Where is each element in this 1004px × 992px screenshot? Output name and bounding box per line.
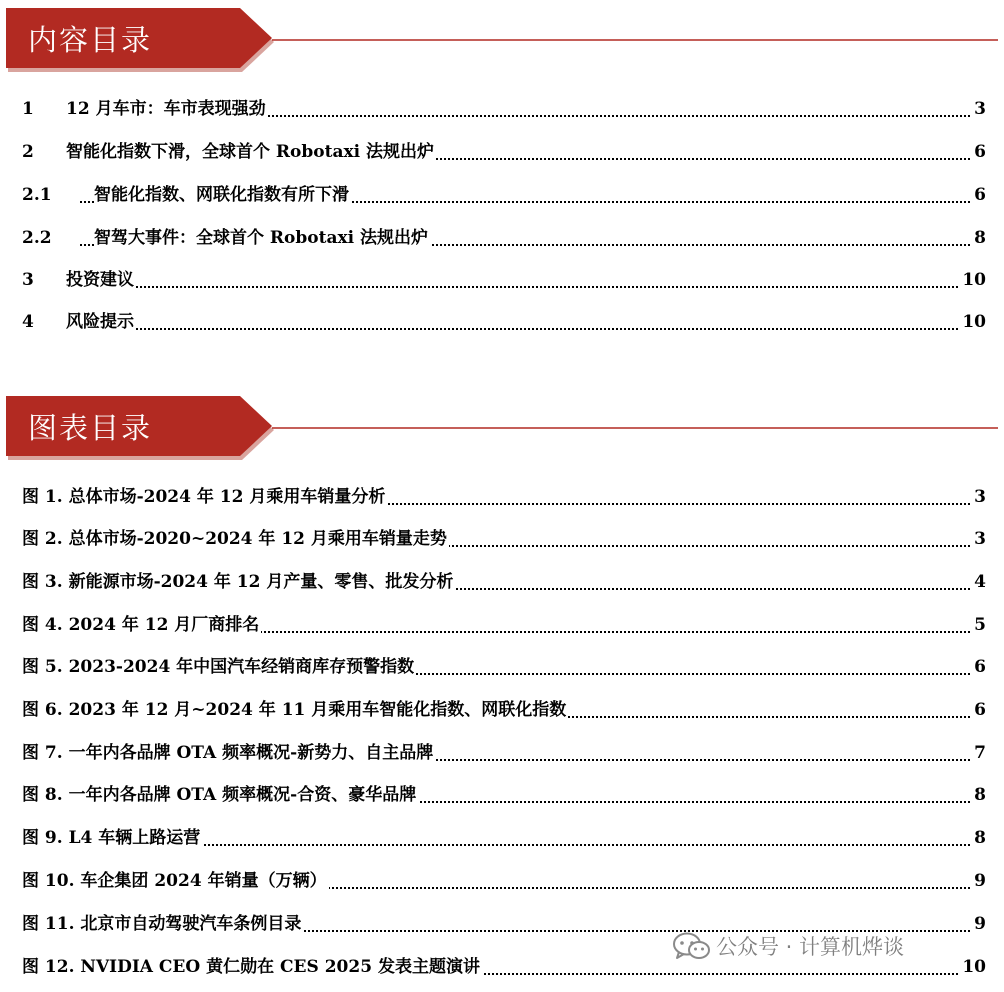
figure-row[interactable] <box>0 610 1004 640</box>
contents-banner-shape <box>6 8 998 72</box>
watermark-text: 公众号 · 计算机烨谈 <box>716 935 905 959</box>
figure-title: 图 7. 一年内各品牌 OTA 频率概况-新势力、自主品牌 <box>22 738 435 768</box>
figure-title: 图 12. NVIDIA CEO 黄仁勋在 CES 2025 发表主题演讲 <box>22 952 482 982</box>
figure-page: 10 <box>959 952 986 982</box>
toc-number: 2 <box>22 142 34 162</box>
figures-header <box>6 396 998 460</box>
figure-title: 图 1. 总体市场-2024 年 12 月乘用车销量分析 <box>22 482 387 512</box>
toc-number: 2.2 <box>22 228 52 248</box>
figure-page: 3 <box>971 482 986 512</box>
figure-page: 6 <box>971 695 986 725</box>
figure-page: 4 <box>971 567 986 597</box>
toc-page: 8 <box>971 223 986 253</box>
figure-row[interactable] <box>0 524 1004 554</box>
figure-row[interactable] <box>0 780 1004 810</box>
figure-title: 图 4. 2024 年 12 月厂商排名 <box>22 610 261 640</box>
toc-title: 投资建议 <box>66 265 136 295</box>
toc-title: 智能化指数、网联化指数有所下滑 <box>94 180 351 210</box>
toc-leader-dots <box>80 328 974 330</box>
figures-title: 图表目录 <box>28 411 153 445</box>
toc-page: 10 <box>959 307 986 337</box>
toc-page: 10 <box>959 265 986 295</box>
figure-page: 6 <box>971 652 986 682</box>
toc-row[interactable] <box>0 265 1004 295</box>
figure-page: 7 <box>971 738 986 768</box>
figure-title: 图 10. 车企集团 2024 年销量（万辆） <box>22 866 329 896</box>
figure-row[interactable] <box>0 567 1004 597</box>
toc-title: 智能化指数下滑，全球首个 Robotaxi 法规出炉 <box>66 137 436 167</box>
toc-number: 3 <box>22 270 34 290</box>
toc-number: 4 <box>22 312 34 332</box>
figure-page: 8 <box>971 780 986 810</box>
figure-row[interactable] <box>0 823 1004 853</box>
toc-title: 风险提示 <box>66 307 136 337</box>
wechat-icon <box>672 932 712 962</box>
toc-page: 6 <box>971 180 986 210</box>
toc-page: 3 <box>971 94 986 124</box>
figure-title: 图 5. 2023-2024 年中国汽车经销商库存预警指数 <box>22 652 416 682</box>
figure-row[interactable] <box>0 738 1004 768</box>
contents-header <box>6 8 998 72</box>
toc-row[interactable] <box>0 307 1004 337</box>
figure-row[interactable] <box>0 695 1004 725</box>
toc-title: 12 月车市：车市表现强劲 <box>66 94 268 124</box>
figure-title: 图 6. 2023 年 12 月~2024 年 11 月乘用车智能化指数、网联化指数 <box>22 695 568 725</box>
figure-page: 8 <box>971 823 986 853</box>
toc-row[interactable] <box>0 223 1004 253</box>
contents-title: 内容目录 <box>28 23 153 57</box>
figure-page: 5 <box>971 610 986 640</box>
toc-row[interactable] <box>0 137 1004 167</box>
toc-leader-dots <box>80 286 974 288</box>
figures-banner-shape <box>6 396 998 460</box>
toc-number: 1 <box>22 99 34 119</box>
figure-page: 9 <box>971 866 986 896</box>
toc-title: 智驾大事件：全球首个 Robotaxi 法规出炉 <box>94 223 430 253</box>
figure-row[interactable] <box>0 866 1004 896</box>
toc-page: 6 <box>971 137 986 167</box>
figure-row[interactable] <box>0 482 1004 512</box>
figure-page: 3 <box>971 524 986 554</box>
toc-row[interactable] <box>0 94 1004 124</box>
figure-row[interactable] <box>0 652 1004 682</box>
toc-number: 2.1 <box>22 185 52 205</box>
figure-title: 图 11. 北京市自动驾驶汽车条例目录 <box>22 909 303 939</box>
figure-title: 图 8. 一年内各品牌 OTA 频率概况-合资、豪华品牌 <box>22 780 418 810</box>
figure-title: 图 9. L4 车辆上路运营 <box>22 823 202 853</box>
figure-page: 9 <box>971 909 986 939</box>
toc-row[interactable] <box>0 180 1004 210</box>
figure-title: 图 2. 总体市场-2020~2024 年 12 月乘用车销量走势 <box>22 524 449 554</box>
figure-title: 图 3. 新能源市场-2024 年 12 月产量、零售、批发分析 <box>22 567 455 597</box>
